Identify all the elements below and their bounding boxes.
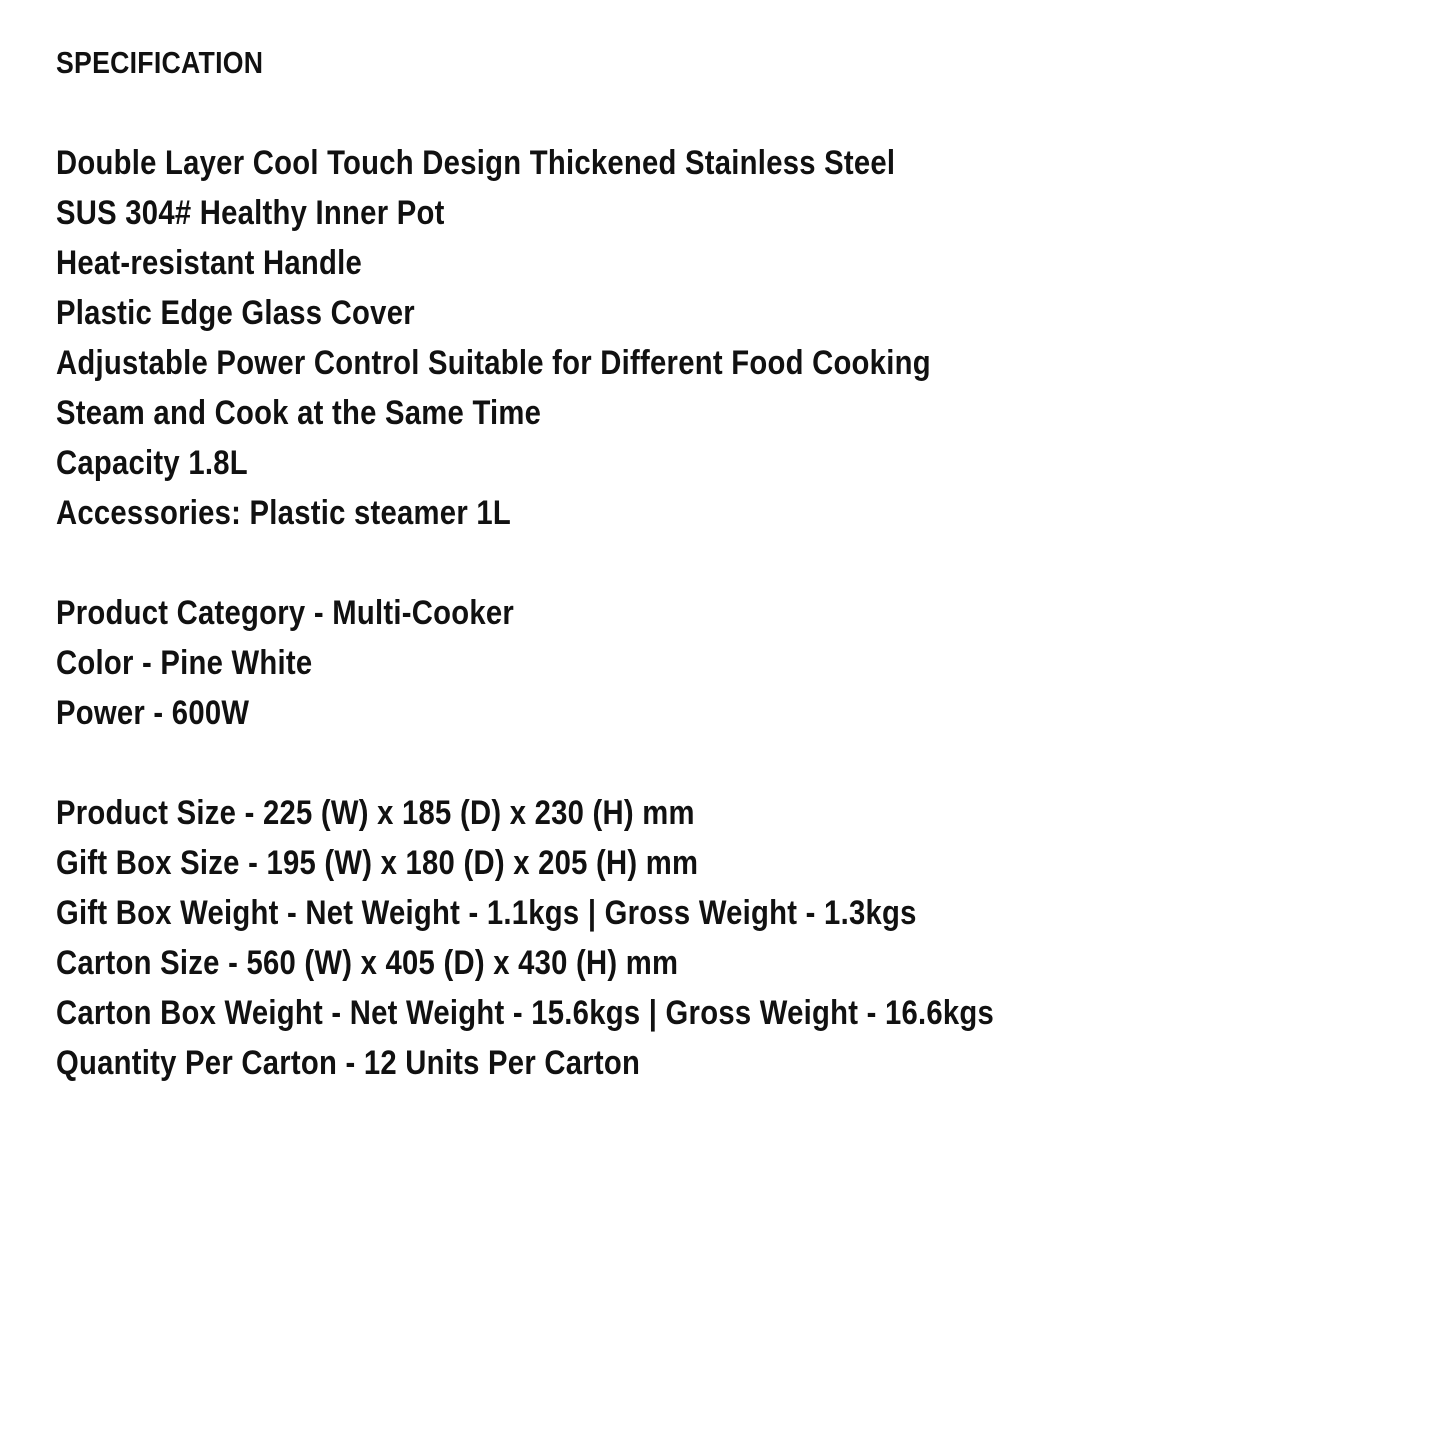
packaging-item bbox=[56, 888, 1147, 938]
feature-item bbox=[56, 238, 1147, 288]
packaging-text: Gift Box Weight - Net Weight - 1.1kgs | Gross Weight - 1.3kgs bbox=[56, 894, 917, 932]
feature-item bbox=[56, 388, 1147, 438]
feature-text: Capacity 1.8L bbox=[56, 444, 248, 482]
product-info-list bbox=[56, 588, 1147, 738]
packaging-item bbox=[56, 788, 1147, 838]
feature-text: Adjustable Power Control Suitable for Different Food Cooking bbox=[56, 344, 931, 382]
packaging-item bbox=[56, 988, 1147, 1038]
product-info-item bbox=[56, 588, 1147, 638]
packaging-text: Product Size - 225 (W) x 185 (D) x 230 (H) mm bbox=[56, 794, 695, 832]
feature-item bbox=[56, 438, 1147, 488]
product-info-item bbox=[56, 688, 1147, 738]
feature-text: Double Layer Cool Touch Design Thickened Stainless Steel bbox=[56, 144, 896, 182]
product-info-text: Product Category - Multi-Cooker bbox=[56, 594, 515, 632]
specification-document bbox=[56, 38, 1147, 1088]
spec-heading bbox=[56, 38, 1147, 88]
packaging-text: Carton Box Weight - Net Weight - 15.6kgs | Gross Weight - 16.6kgs bbox=[56, 994, 995, 1032]
product-info-item bbox=[56, 638, 1147, 688]
packaging-text: Carton Size - 560 (W) x 405 (D) x 430 (H) mm bbox=[56, 944, 679, 982]
packaging-item bbox=[56, 938, 1147, 988]
feature-text: SUS 304# Healthy Inner Pot bbox=[56, 194, 445, 232]
feature-item bbox=[56, 488, 1147, 538]
spec-heading-text: SPECIFICATION bbox=[56, 45, 264, 80]
feature-item bbox=[56, 288, 1147, 338]
packaging-list bbox=[56, 788, 1147, 1088]
feature-text: Steam and Cook at the Same Time bbox=[56, 394, 542, 432]
feature-list bbox=[56, 138, 1147, 538]
feature-text: Accessories: Plastic steamer 1L bbox=[56, 494, 511, 532]
feature-item bbox=[56, 338, 1147, 388]
spacer bbox=[56, 88, 1147, 138]
spacer bbox=[56, 738, 1147, 788]
packaging-item bbox=[56, 1038, 1147, 1088]
product-info-text: Color - Pine White bbox=[56, 644, 313, 682]
packaging-item bbox=[56, 838, 1147, 888]
product-info-text: Power - 600W bbox=[56, 694, 250, 732]
packaging-text: Quantity Per Carton - 12 Units Per Carton bbox=[56, 1044, 641, 1082]
feature-item bbox=[56, 188, 1147, 238]
feature-text: Heat-resistant Handle bbox=[56, 244, 363, 282]
feature-item bbox=[56, 138, 1147, 188]
feature-text: Plastic Edge Glass Cover bbox=[56, 294, 415, 332]
spacer bbox=[56, 538, 1147, 588]
packaging-text: Gift Box Size - 195 (W) x 180 (D) x 205 (H) mm bbox=[56, 844, 699, 882]
